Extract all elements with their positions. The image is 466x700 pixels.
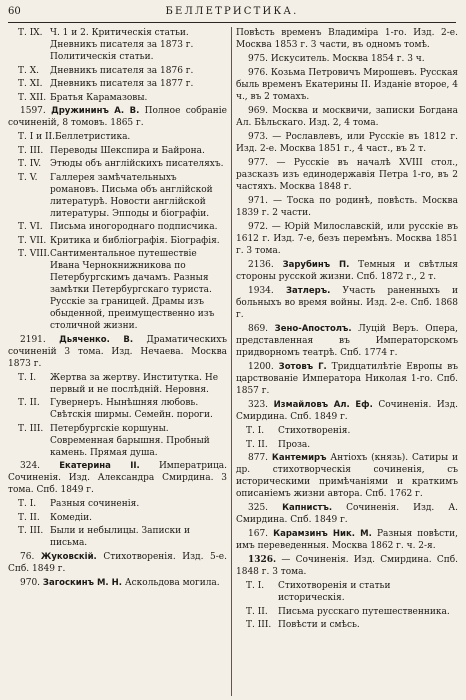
volume-title: Разныя сочиненія. [50,499,140,509]
volume-item [8,248,227,332]
entry-author: Зарубинъ П. [282,260,350,270]
entry-number: 877. [248,453,269,463]
volume-title: Критика и библіографія. Біографія. [50,235,220,246]
catalog-entry [236,323,458,359]
entry-number: 325. [248,503,269,513]
catalog-entry: 976. Козьма Петровичъ Мирошевъ. Русская быль временъ Екатерины II. Изданіе второе, 4 ч., въ 2 томахъ. [236,68,458,102]
volume-item [8,498,227,510]
volume-item [8,221,227,233]
volume-title: Дневникъ писателя за 1876 г. [50,65,194,76]
volume-number: Т. V. [18,172,38,183]
entry-author: Зотовъ Г. [278,362,327,372]
volume-number: Т. X. [18,65,39,76]
entry-number: 167. [248,529,269,539]
entry-author: Дьяченко. В. [59,334,134,345]
entry-text: — Сочиненія. Изд. Смирдина. Спб. 1848 г. 3 тома. [236,555,458,577]
entry-continuation: Повѣсть временъ Владиміра 1-го. Изд. 2-е. Москва 1853 г. 3 части, въ одномъ томѣ. [236,28,458,50]
catalog-entry [236,361,458,397]
entry-author: Жуковскій. [40,551,97,562]
column-divider [231,27,232,696]
volume-title: Комедіи. [50,512,92,523]
entry-number: 324. [20,461,41,471]
entry-author: Зено-Апостолъ. [274,324,352,334]
volume-item [8,145,227,157]
volume-number: Т. II. [246,439,268,450]
catalog-entry [236,399,458,423]
catalog-entry [8,105,227,129]
volume-number: Т. I. [18,499,37,509]
volume-item [236,580,458,604]
entry-author: Дружининъ А. В. [51,106,140,116]
volume-item [8,525,227,549]
volume-item [236,606,458,618]
entry-text: Участь раненныхъ и больныхъ во время войны. Изд. 2-е. Спб. 1868 г. [236,286,458,320]
volume-number: Т. VIII. [18,249,50,259]
catalog-entry: 977. — Русскіе въ началѣ XVIII стол., разсказъ изъ единодержавія Петра 1-го, въ 2 частяхъ. Москва 1848 г. [236,158,458,192]
volume-list [8,498,227,549]
volume-item [8,27,227,63]
volume-number: Т. VI. [18,222,43,232]
volume-item [8,235,227,247]
entry-text: Сочиненія. Изд. Смирдина. Спб. 1849 г. [236,400,458,422]
catalog-entry [236,259,458,283]
volume-list [8,131,227,332]
catalog-entry: 969. Москва и москвичи, записки Богдана Ал. Бѣльскаго. Изд. 2, 4 тома. [236,106,458,128]
volume-list [8,27,227,104]
entry-number: 2136. [248,260,274,270]
volume-item [8,512,227,524]
volume-title: Этюды объ англійскихъ писателяхъ. [50,159,224,169]
page-number: 60 [8,6,21,17]
volume-number: Т. XII. [18,92,47,103]
volume-item [8,158,227,170]
entry-text: Луцій Веръ. Опера, представленная въ Императорскомъ придворномъ театрѣ. Спб. 1774 г. [236,324,458,358]
entry-text: Темныя и свѣтлыя стороны русской жизни. Спб. 1872 г., 2 т. [236,260,458,282]
volume-item [8,372,227,396]
volume-number: Т. I и II. [18,132,55,142]
entry-number: 323. [248,400,269,410]
volume-number: Т. II. [18,512,40,523]
entry-number: 76. [20,551,35,562]
entry-number: 1597. [20,106,46,116]
catalog-entry [8,551,227,575]
volume-item [236,619,458,631]
volume-title: Гувернеръ. Нынѣшняя любовь. Свѣтскія ширмы. Семейн. пороги. [50,398,213,420]
volume-list [236,425,458,451]
catalog-entry: 975. Искуситель. Москва 1854 г. 3 ч. [248,54,425,64]
entry-text: Императрица. Сочиненія. Изд. Александра Смирдина. 3 тома. Спб. 1849 г. [8,461,227,495]
catalog-entry: 972. — Юрій Милославскій, или русскіе въ 1612 г. Изд. 7-е, безъ перемѣнъ. Москва 1851 г. 3 тома. [236,222,458,256]
volume-list [8,372,227,459]
volume-title: Братья Карамазовы. [50,92,148,103]
volume-item [8,131,227,143]
entry-text: Стихотворенія. Изд. 5-е. Спб. 1849 г. [8,551,227,574]
volume-title: Стихотворенія и статьи историческія. [278,581,391,603]
volume-item [8,78,227,90]
volume-title: Стихотворенія. [278,426,351,436]
entry-author: Кантемиръ [271,453,327,463]
running-title: БЕЛЛЕТРИСТИКА. [165,6,299,17]
entry-number: 2191. [20,334,46,345]
entry-author: Измайловъ Ал. Еф. [273,400,373,410]
catalog-entry [236,528,458,552]
entry-number: 869. [248,324,269,334]
volume-title: Повѣсти и смѣсь. [278,620,360,630]
volume-number: Т. XI. [18,79,43,89]
catalog-entry: 971. — Тоска по родинѣ, повѣсть. Москва 1839 г. 2 части. [236,196,458,218]
volume-item [8,397,227,421]
volume-title: Галлерея замѣчательныхъ романовъ. Письма объ англійской литературѣ. Новости англійской литературы. Эпподы и біографіи. [50,172,213,219]
catalog-entry [236,452,458,500]
volume-item [236,439,458,451]
volume-item [8,423,227,459]
volume-list [236,580,458,631]
catalog-entry [8,334,227,370]
volume-title: Проза. [278,439,311,450]
volume-item [8,65,227,77]
catalog-entry: 973. — Рославлевъ, или Русскіе въ 1812 г. Изд. 2-е. Москва 1851 г., 4 част., въ 2 т. [236,132,458,154]
entry-number: 1326. [248,555,277,565]
catalog-entry [8,460,227,496]
volume-title: Ч. 1 и 2. Критическія статьи. Дневникъ писателя за 1873 г. Политическія статьи. [50,28,194,62]
volume-number: Т. III. [18,526,44,536]
catalog-entry [236,285,458,321]
volume-title: Были и небылицы. Записки и письма. [50,526,191,548]
volume-number: Т. VII. [18,235,47,246]
volume-title: Переводы Шекспира и Байрона. [50,145,205,156]
entry-text: Аскольдова могила. [121,577,220,588]
volume-number: Т. III. [18,423,44,434]
volume-title: Беллетристика. [54,132,131,142]
entry-text: Драматическихъ сочиненій 3 тома. Изд. Нечаева. Москва 1873 г. [8,334,227,369]
volume-title: Письма иногороднаго подписчика. [50,222,218,232]
volume-number: Т. II. [18,398,40,408]
entry-text: Полное собраніе сочиненій, 8 томовъ. 1865 г. [8,106,227,128]
entry-author: Затлеръ. [285,286,331,296]
volume-number: Т. IV. [18,159,42,169]
entry-text: Разныя повѣсти, имъ переведенныя. Москва 1862 г. ч. 2-я. [236,529,458,551]
volume-title: Дневникъ писателя за 1877 г. [50,79,194,89]
left-column [8,27,227,698]
volume-title: Жертва за жертву. Институтка. Не первый и не послѣдній. Неровня. [50,372,219,395]
volume-title: Сантиментальное путешествіе Ивана Чернокнижникова по Петербургскимъ дачамъ. Разныя замѣтки Петербургскаго туриста. Русскіе за границей. Драмы изъ обыденной, преимущественно изъ столичной жизни. [50,249,215,331]
entry-text: Сочиненія. Изд. А. Смирдина. Спб. 1849 г. [236,503,458,525]
entry-author: Капнистъ. [282,503,333,513]
catalog-entry [8,577,227,589]
volume-item [8,92,227,104]
right-column [236,27,458,698]
catalog-entry [236,502,458,526]
entry-number: 970. [20,577,41,588]
page-header [8,6,456,23]
volume-title: Письма русскаго путешественника. [278,606,450,617]
volume-number: Т. IX. [18,28,43,38]
volume-number: Т. I. [246,581,265,591]
volume-number: Т. III. [246,620,272,630]
volume-number: Т. I. [246,426,265,436]
entry-number: 1200. [248,362,274,372]
volume-title: Петербургскіе коршуны. Современная барышня. Пробный камень. Прямая душа. [50,423,210,458]
volume-number: Т. III. [18,145,44,156]
volume-item [236,425,458,437]
entry-text: Антіохъ (князь). Сатиры и др. стихотворческія сочиненія, съ историческими примѣчаніями и краткимъ описаніемъ жизни автора. Спб. 1762 г. [236,453,458,499]
entry-author: Загоскинъ М. Н. [42,577,122,588]
entry-author: Карамзинъ Ник. М. [273,529,372,539]
entry-text: Тридцатилѣтіе Европы въ царствованіе Императора Николая 1-го. Спб. 1857 г. [236,362,458,396]
volume-number: Т. II. [246,606,268,617]
catalog-entry [236,554,458,578]
volume-number: Т. I. [18,372,37,383]
volume-item [8,172,227,220]
entry-author: Екатерина II. [59,461,140,471]
entry-number: 1934. [248,286,274,296]
